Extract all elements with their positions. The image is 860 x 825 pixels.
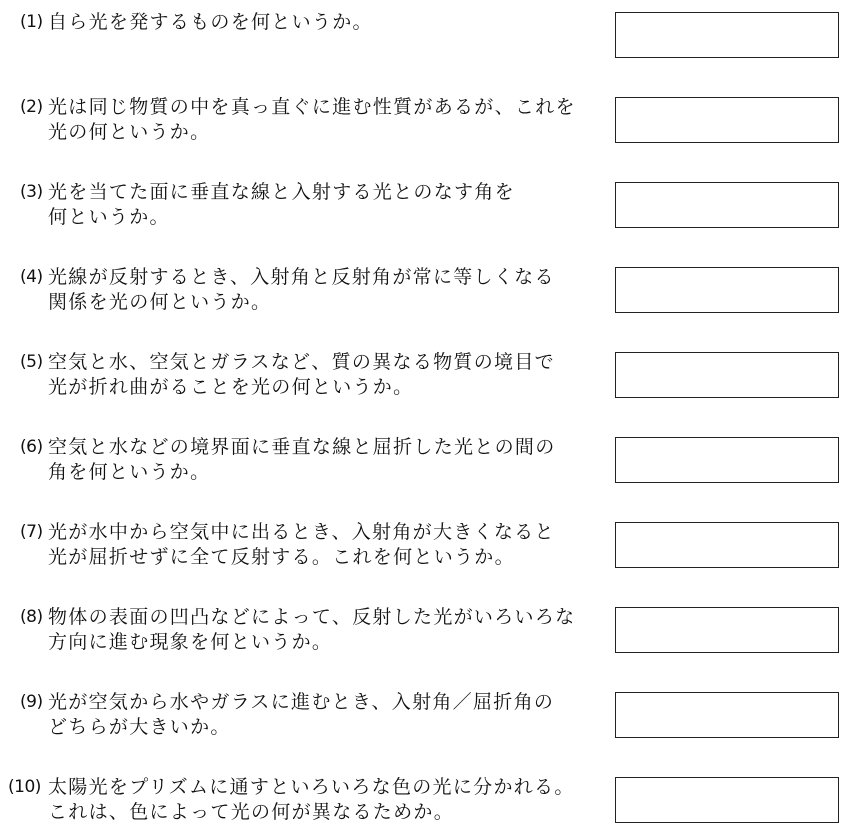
question-line: 空気と水、空気とガラスなど、質の異なる物質の境目で [48, 351, 555, 373]
question-number: (3) [20, 182, 43, 202]
question-line: 方向に進む現象を何というか。 [48, 631, 333, 653]
question-number: (7) [20, 522, 43, 542]
question-text [48, 350, 608, 400]
question-line: 太陽光をプリズムに通すといろいろな色の光に分かれる。 [48, 776, 575, 798]
question-line: 角を何というか。 [48, 461, 211, 483]
question-number: (2) [20, 97, 43, 117]
question-text [48, 180, 608, 230]
question-line: 光が水中から空気中に出るとき、入射角が大きくなると [48, 521, 555, 543]
question-line: 光線が反射するとき、入射角と反射角が常に等しくなる [48, 266, 555, 288]
question-line: 光を当てた面に垂直な線と入射する光とのなす角を [48, 181, 515, 203]
question-line: 光が屈折せずに全て反射する。これを何というか。 [48, 546, 515, 568]
question-text [48, 265, 608, 315]
question-text [48, 95, 608, 145]
answer-box-8[interactable] [615, 607, 839, 653]
answer-box-7[interactable] [615, 522, 839, 568]
answer-box-3[interactable] [615, 182, 839, 228]
question-number: (5) [20, 352, 43, 372]
answer-box-10[interactable] [615, 777, 839, 823]
answer-box-5[interactable] [615, 352, 839, 398]
question-line: 関係を光の何というか。 [48, 291, 272, 313]
question-line: 光の何というか。 [48, 121, 211, 143]
question-line: 空気と水などの境界面に垂直な線と屈折した光との間の [48, 436, 556, 458]
question-number: (8) [20, 607, 43, 627]
question-text [48, 775, 608, 825]
question-text [48, 605, 608, 655]
question-line: 物体の表面の凹凸などによって、反射した光がいろいろな [48, 606, 576, 628]
question-line: 光が空気から水やガラスに進むとき、入射角／屈折角の [48, 691, 555, 713]
question-number: (6) [20, 437, 43, 457]
question-number: (9) [20, 692, 43, 712]
question-number: (4) [20, 267, 43, 287]
question-text [48, 520, 608, 570]
question-line: 光が折れ曲がることを光の何というか。 [48, 376, 414, 398]
question-text [48, 435, 608, 485]
question-line: これは、色によって光の何が異なるためか。 [48, 801, 455, 823]
answer-box-6[interactable] [615, 437, 839, 483]
question-number: (10) [8, 777, 41, 797]
question-line: 光は同じ物質の中を真っ直ぐに進む性質があるが、これを [48, 96, 576, 118]
question-number: (1) [20, 12, 43, 32]
answer-box-1[interactable] [615, 12, 839, 58]
question-line: 何というか。 [48, 206, 170, 228]
question-line: どちらが大きいか。 [48, 716, 231, 738]
answer-box-4[interactable] [615, 267, 839, 313]
question-text [48, 690, 608, 740]
question-line: 自ら光を発するものを何というか。 [48, 11, 373, 33]
answer-box-2[interactable] [615, 97, 839, 143]
question-text [48, 10, 608, 35]
answer-box-9[interactable] [615, 692, 839, 738]
